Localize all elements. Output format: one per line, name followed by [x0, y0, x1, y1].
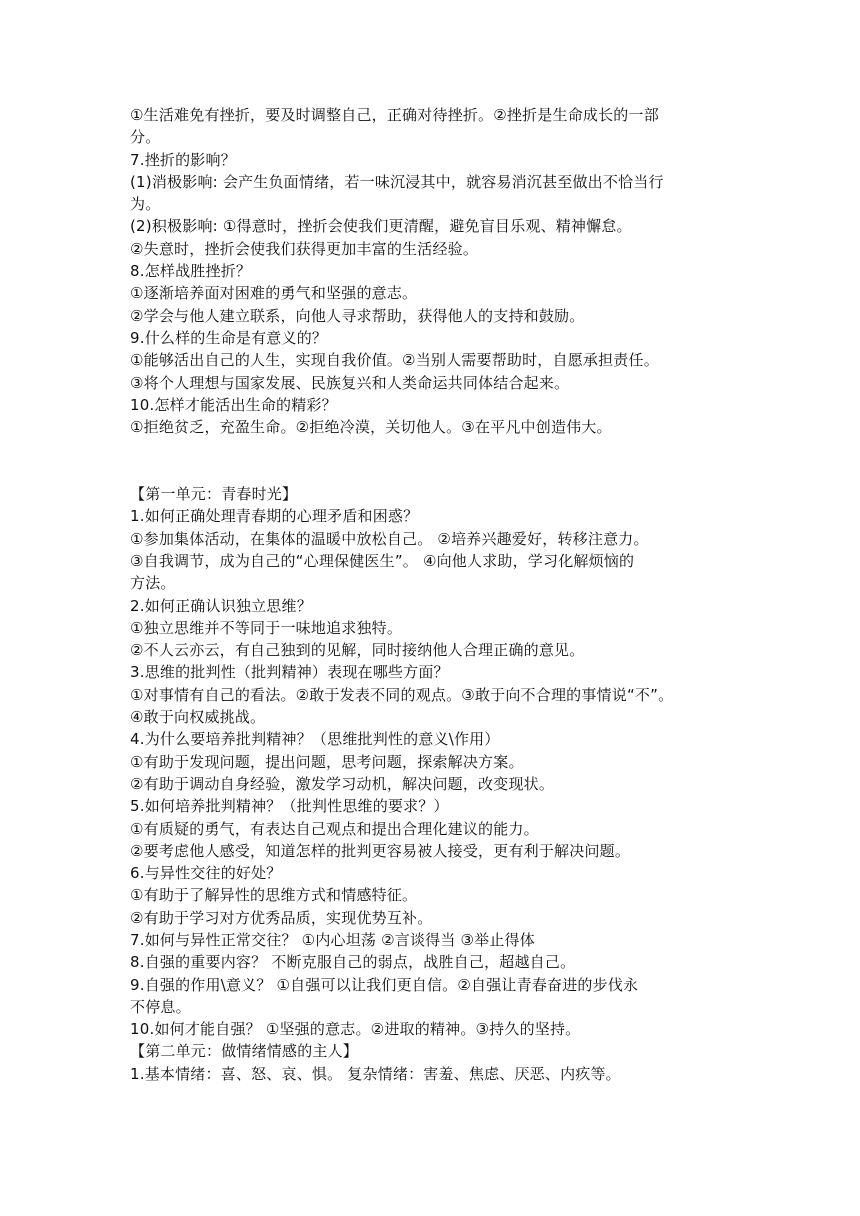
text-line: ①生活难免有挫折，要及时调整自己，正确对待挫折。②挫折是生命成长的一部 [130, 106, 659, 124]
text-line: ②不人云亦云，有自己独到的见解，同时接纳他人合理正确的意见。 [130, 641, 585, 660]
question-heading: 8.怎样战胜挫折？ [130, 262, 252, 281]
question-heading: 10.怎样才能活出生命的精彩？ [130, 395, 337, 414]
question-heading: 1.基本情绪：喜、怒、哀、惧。 复杂情绪：害羞、焦虑、厌恶、内疚等。 [130, 1064, 621, 1083]
text-line: ①拒绝贫乏，充盈生命。②拒绝冷漠，关切他人。③在平凡中创造伟大。 [130, 418, 612, 437]
question-heading: 2.如何正确认识独立思维？ [130, 596, 312, 615]
text-line: ②有助于学习对方优秀品质，实现优势互补。 [130, 908, 433, 927]
text-line: (2)积极影响: ①得意时，挫折会使我们更清醒，避免盲目乐观、精神懈怠。 [130, 217, 632, 236]
question-heading: 10.如何才能自强？ ①坚强的意志。②进取的精神。③持久的坚持。 [130, 1020, 581, 1039]
question-heading: 4.为什么要培养批判精神？（思维批判性的意义\作用） [130, 730, 500, 749]
text-line: ①有质疑的勇气，有表达自己观点和提出合理化建议的能力。 [130, 819, 539, 838]
unit-heading: 【第一单元：青春时光】 [130, 485, 298, 504]
text-line: 分。 [130, 128, 161, 147]
question-heading: 3.思维的批判性（批判精神）表现在哪些方面？ [130, 663, 449, 682]
text-line: (1)消极影响: 会产生负面情绪，若一味沉浸其中，就容易消沉甚至做出不恰当行 [130, 172, 664, 191]
text-line: 方法。 [130, 574, 176, 593]
text-line: ①有助于发现问题，提出问题，思考问题，探索解决方案。 [130, 752, 524, 771]
text-line: ①逐渐培养面对困难的勇气和坚强的意志。 [130, 284, 418, 303]
text-line: ④敢于向权威挑战。 [130, 708, 266, 727]
text-line: ②要考虑他人感受，知道怎样的批判更容易被人接受，更有利于解决问题。 [130, 841, 631, 860]
text-line: ①能够活出自己的人生，实现自我价值。②当别人需要帮助时，自愿承担责任。 [130, 351, 659, 370]
question-heading: 5.如何培养批判精神？（批判性思维的要求？） [130, 797, 449, 816]
text-line: ②有助于调动自身经验，激发学习动机，解决问题，改变现状。 [130, 774, 555, 793]
text-line: ①对事情有自己的看法。②敢于发表不同的观点。③敢于向不合理的事情说“不”。 [130, 685, 674, 704]
question-heading: 7.如何与异性正常交往？ ①内心坦荡 ②言谈得当 ③举止得体 [130, 930, 535, 949]
text-line: ③将个人理想与国家发展、民族复兴和人类命运共同体结合起来。 [130, 373, 570, 392]
question-heading: 8.自强的重要内容？ 不断克服自己的弱点，战胜自己，超越自己。 [130, 953, 576, 972]
text-line: ②学会与他人建立联系，向他人寻求帮助，获得他人的支持和鼓励。 [130, 306, 585, 325]
text-line: ③自我调节，成为自己的“心理保健医生”。 ④向他人求助，学习化解烦恼的 [130, 551, 635, 570]
question-heading: 9.自强的作用\意义？ ①自强可以让我们更自信。②自强让青春奋进的步伐永 [130, 975, 639, 994]
text-line: ①有助于了解异性的思维方式和情感特征。 [130, 886, 418, 905]
text-line: ②失意时，挫折会使我们获得更加丰富的生活经验。 [130, 239, 479, 258]
question-heading: 7.挫折的影响？ [130, 150, 236, 169]
unit-heading: 【第二单元：做情绪情感的主人】 [130, 1042, 359, 1061]
text-line: 不停息。 [130, 997, 191, 1016]
question-heading: 9.什么样的生命是有意义的？ [130, 328, 328, 347]
question-heading: 1.如何正确处理青春期的心理矛盾和困惑？ [130, 507, 419, 526]
text-line: 为。 [130, 195, 161, 214]
blank-gap [130, 438, 736, 483]
question-heading: 6.与异性交往的好处？ [130, 864, 282, 883]
document-page [130, 104, 736, 1085]
text-line: ①参加集体活动，在集体的温暖中放松自己。 ②培养兴趣爱好，转移注意力。 [130, 529, 649, 548]
text-line: ①独立思维并不等同于一味地追求独特。 [130, 618, 403, 637]
